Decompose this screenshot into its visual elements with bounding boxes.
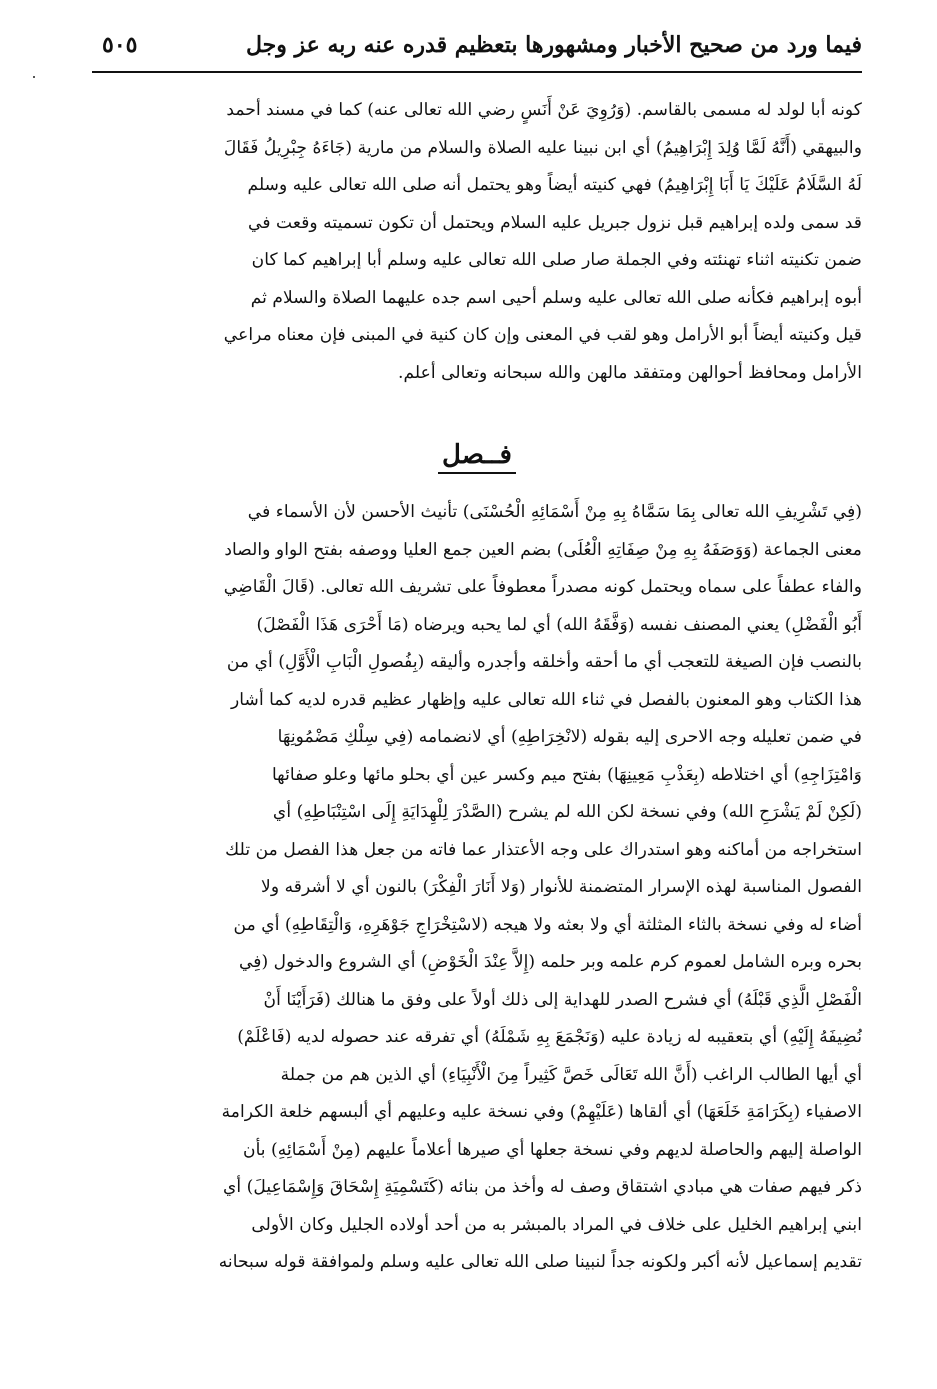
page-header <box>92 28 862 68</box>
text-line: معنى الجماعة (وَوَصَفَهُ بِهِ مِنْ صِفَاتِهِ الْعُلَى) بضم العين جمع العليا ووصفه بفتح الواو والصاد <box>224 539 862 560</box>
header-rule <box>92 71 862 73</box>
text-line: تقديم إسماعيل لأنه أكبر ولكونه جداً لنبينا صلى الله تعالى عليه وسلم ولموافقة قوله سبحانه <box>218 1252 862 1272</box>
text-line: أَبُو الْفَضْلِ) يعني المصنف نفسه (وَفَّقَهُ الله) أي لما يحبه ويرضاه (مَا أَحْرَى هَذَا الْفَصْلَ) <box>256 614 862 635</box>
text-line: الْفَصْلِ الَّذِي قَبْلَهُ) أي فشرح الصدر للهداية إلى ذلك أولاً على وفق ما هنالك (فَرَأَيْنَا أَنْ <box>263 989 862 1010</box>
text-line: ذكر فيهم صفات هي مبادي اشتقاق وصف له وأخذ من بنائه (كَتَسْمِيَةِ إِسْحَاقَ وَإِسْمَاعِيلَ) أي <box>222 1177 862 1197</box>
text-line: أبوه إبراهيم فكأنه صلى الله تعالى عليه وسلم أحيى اسم جده عليهما الصلاة والسلام ثم <box>250 287 862 308</box>
text-line: قد سمى ولده إبراهيم قبل نزول جبريل عليه السلام ويحتمل أن تكون تسميته وقعت في <box>248 212 862 233</box>
text-line: الفصول المناسبة لهذه الإسرار المتضمنة للأنوار (وَلا أَنَارَ الْفِكْرَ) بالنون أي لا أشرقه ولا <box>261 877 862 897</box>
running-title: فيما ورد من صحيح الأخبار ومشهورها بتعظيم قدره عنه ربه عز وجل <box>246 32 862 58</box>
paragraph-1 <box>92 92 862 392</box>
text-line: أي أيها الطالب الراغب (أَنَّ الله تَعَالَى خَصَّ كَثِيراً مِنَ الْأَنْبِيَاءِ) أي الذين هم من جملة <box>280 1064 862 1085</box>
text-line: نُضِيفَهُ إِلَيْهِ) أي بتعقيبه له زيادة عليه (وَنَجْمَعَ بِهِ شَمْلَهُ) أي تفرقه عند حصوله لديه (فَاعْلَمْ) <box>237 1027 862 1047</box>
text-line: أضاء له وفي نسخة بالثاء المثلثة أي ولا بعثه ولا هيجه (لاسْتِخْرَاجِ جَوْهَرِهِ، وَالْتِقَاطِهِ) أي من <box>233 914 862 935</box>
text-line: بحره وبره الشامل لعموم كرم علمه وبر حلمه (إِلاَّ عِنْدَ الْخَوْضِ) أي الشروع والدخول (فِي <box>238 952 862 972</box>
section-title <box>92 440 862 470</box>
text-line: استخراجه من أماكنه وهو استدراك على وجه الأعتذار عما فاته من جعل هذا الفصل من تلك <box>225 839 862 860</box>
text-line: والفاء عطفاً على سماه ويحتمل كونه مصدراً معطوفاً على تشريف الله تعالى. (قَالَ الْقَاضِي <box>223 577 862 597</box>
text-line: ابني إبراهيم الخليل على خلاف في المراد بالمبشر به من أحد أولاده الجليل وكان الأولى <box>251 1214 862 1235</box>
text-line: الاصفياء (بِكَرَامَةِ خَلَعَهَا) أي ألقاها (عَلَيْهِمْ) وفي نسخة عليه وعليهم أي ألبسهم خلعة الكرامة <box>221 1102 862 1122</box>
text-line: ضمن تكنيته اثناء تهنئته وفي الجملة صار صلى الله تعالى عليه وسلم أبا إبراهيم كما كان <box>251 250 862 270</box>
margin-mark <box>33 76 35 78</box>
text-line: (فِي تَشْرِيفِ الله تعالى بِمَا سَمَّاهُ بِهِ مِنْ أَسْمَائِهِ الْحُسْنَى) تأنيث الأحسن لأن الأسماء في <box>247 502 862 522</box>
text-line: الأرامل ومحافظ أحوالهن ومتفقد مالهن والله سبحانه وتعالى أعلم. <box>398 362 862 383</box>
text-line: بالنصب فإن الصيغة للتعجب أي ما أحقه وأخلقه وأجدره وأليقه (بِفُصولِ الْبَابِ الْأَوَّلِ) أي من <box>226 652 862 672</box>
text-line: الواصلة إليهم والحاصلة لديهم وفي نسخة جعلها أي صيرها أعلاماً عليهم (مِنْ أَسْمَائِهِ) بأن <box>242 1139 862 1160</box>
section-title-text: فــصل <box>438 440 516 474</box>
text-line: (لَكِنْ لَمْ يَشْرَحِ الله) وفي نسخة لكن الله لم يشرح (الصَّدْرَ لِلْهِدَايَةِ إِلَى اسْتِنْبَاطِهِ) أي <box>272 802 862 822</box>
page-number: ٥٠٥ <box>102 32 138 58</box>
text-line: لَهُ السَّلَامُ عَلَيْكَ يَا أَبَا إِبْرَاهِيمُ) فهي كنيته أيضاً وهو يحتمل أنه صلى الله تعالى عليه وسلم <box>247 175 862 195</box>
text-line: هذا الكتاب وهو المعنون بالفصل في ثناء الله تعالى عليه وإظهار عظيم قدره لديه كما أشار <box>231 689 862 710</box>
text-line: قيل وكنيته أيضاً أبو الأرامل وهو لقب في المعنى وإن كان كنية في المبنى فإن معناه مراعي <box>223 325 862 345</box>
text-line: كونه أبا لولد له مسمى بالقاسم. (وَرُوِيَ عَنْ أَنَسٍ رضي الله تعالى عنه) كما في مسند أحمد <box>226 100 862 120</box>
text-line: والبيهقي (أَنَّهُ لَمَّا وُلِدَ إِبْرَاهِيمُ) أي ابن نبينا عليه الصلاة والسلام من مارية (جَاءَهُ جِبْرِيلُ فَقَالَ <box>223 137 862 158</box>
text-line: في ضمن تعليله وجه الاحرى إليه بقوله (لانْخِرَاطِهِ) أي لانضمامه (فِي سِلْكِ مَضْمُونِهَا <box>277 727 862 747</box>
paragraph-2 <box>92 494 862 1282</box>
text-line: وَامْتِزَاجِهِ) أي اختلاطه (بِعَذْبِ مَعِينِهَا) بفتح ميم وكسر عين أي بحلو مائها وعلو صفائها <box>271 764 862 785</box>
